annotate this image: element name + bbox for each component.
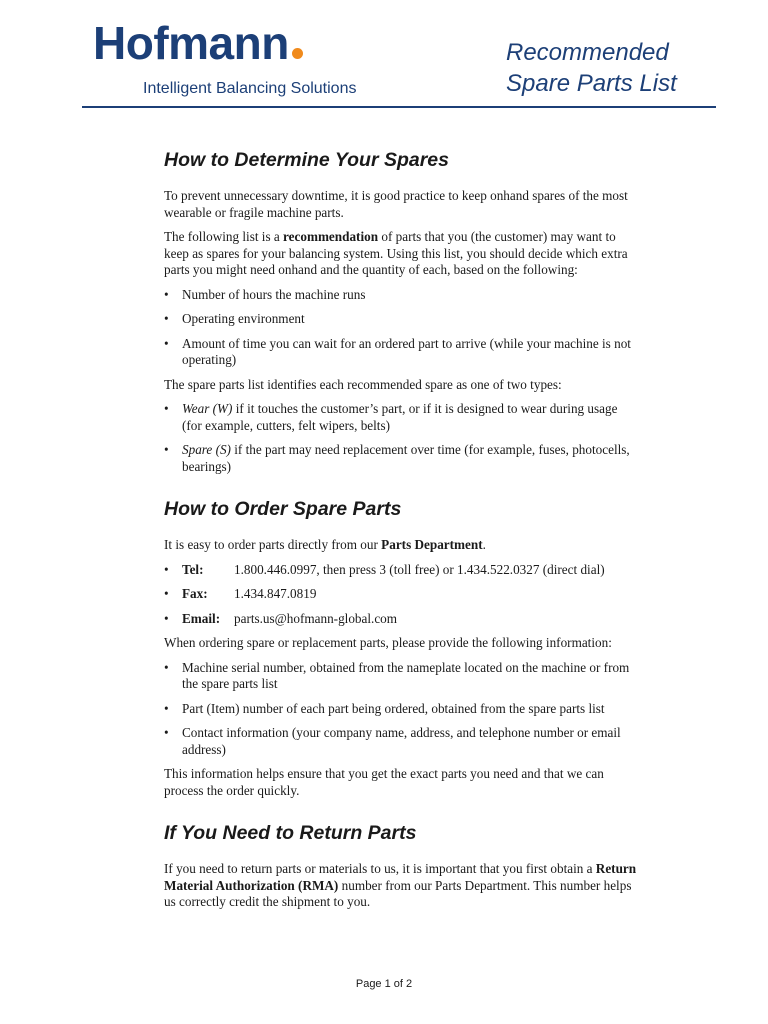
contact-value: parts.us@hofmann-global.com: [234, 610, 398, 626]
bullet-icon: •: [164, 725, 169, 740]
contact-item-tel: [164, 562, 639, 579]
list-item: [164, 660, 639, 693]
bullet-icon: •: [164, 659, 169, 675]
list-item-text: Operating environment: [182, 311, 305, 326]
text: The following list is a: [164, 229, 284, 244]
bold-text: Parts Department: [381, 537, 483, 552]
contact-item-fax: [164, 586, 639, 603]
text: If you need to return parts or materials to us, it is important that you first obtain a: [164, 861, 596, 876]
bullet-icon: •: [164, 286, 169, 302]
list-item: [164, 336, 639, 369]
bullet-icon: •: [164, 610, 169, 626]
contact-item-email: [164, 611, 639, 628]
page-number: Page 1 of 2: [355, 978, 413, 990]
section-heading: If You Need to Return Parts: [164, 822, 417, 844]
contact-value: 1.800.446.0997, then press 3 (toll free) or 1.434.522.0327 (direct dial): [234, 561, 605, 577]
contact-list: [164, 562, 639, 628]
paragraph: [164, 537, 639, 554]
section-heading: How to Determine Your Spares: [164, 149, 449, 171]
document-title: [506, 37, 677, 99]
list-item-text: Amount of time you can wait for an ordered part to arrive (while your machine is not operating): [182, 335, 631, 367]
text: number from our Parts Department. This number helps us correctly credit the shipment to you.: [164, 877, 632, 909]
list-item-text: Machine serial number, obtained from the nameplate located on the machine or from the spare parts list: [182, 659, 630, 691]
text: of parts that you (the customer) may want to keep as spares for your balancing system. Using this list, you should decide which extra parts you might need onhand and the quantity of each, based on the following:: [164, 229, 628, 277]
list-item: [164, 442, 639, 475]
text: It is easy to order parts directly from our: [164, 537, 382, 552]
paragraph: This information helps ensure that you get the exact parts you need and that we can process the order quickly.: [164, 766, 604, 798]
list-item: [164, 311, 639, 328]
list-item-text: Part (Item) number of each part being ordered, obtained from the spare parts list: [182, 700, 605, 716]
paragraph: [164, 861, 639, 911]
bullet-icon: •: [164, 311, 169, 326]
contact-label: Fax:: [182, 586, 208, 601]
list-item-text: Contact information (your company name, address, and telephone number or email address): [182, 725, 621, 757]
hofmann-logo: [93, 17, 303, 69]
factors-list: [164, 287, 639, 369]
list-item-text: Number of hours the machine runs: [182, 286, 366, 302]
text: .: [482, 537, 486, 552]
paragraph: To prevent unnecessary downtime, it is good practice to keep onhand spares of the most wearable or fragile machine parts.: [164, 188, 628, 220]
bullet-icon: •: [164, 335, 169, 351]
logo-text: Hofmann: [93, 17, 289, 69]
type-description: if it touches the customer’s part, or if it is designed to wear during usage (for example, cutters, felt wipers, belts): [182, 401, 618, 433]
list-item: [164, 401, 639, 434]
paragraph: The spare parts list identifies each recommended spare as one of two types:: [164, 376, 562, 392]
section-return-parts: [164, 821, 639, 911]
section-determine-spares: [164, 148, 639, 475]
type-term: Wear (W): [182, 401, 233, 416]
bullet-icon: •: [164, 401, 169, 416]
info-list: [164, 660, 639, 759]
bullet-icon: •: [164, 561, 169, 577]
logo-dot-icon: [292, 48, 303, 59]
bold-text: recommendation: [283, 229, 379, 244]
list-item: [164, 287, 639, 304]
paragraph: [164, 229, 639, 279]
document-title-line2: Spare Parts List: [506, 70, 677, 97]
bullet-icon: •: [164, 442, 169, 457]
section-order-parts: [164, 497, 639, 799]
contact-label: Tel:: [182, 561, 204, 577]
logo-tagline: Intelligent Balancing Solutions: [143, 80, 357, 97]
page-header: [0, 0, 768, 110]
header-divider: [82, 106, 716, 108]
contact-value: 1.434.847.0819: [234, 586, 317, 601]
bold-text: Return Material Authorization (RMA): [164, 861, 637, 893]
bullet-icon: •: [164, 700, 169, 716]
contact-label: Email:: [182, 610, 221, 626]
type-description: if the part may need replacement over time (for example, fuses, photocells, bearings): [182, 442, 630, 474]
list-item: [164, 701, 639, 718]
section-heading: How to Order Spare Parts: [164, 498, 402, 520]
type-term: Spare (S): [182, 442, 231, 457]
bullet-icon: •: [164, 586, 169, 601]
document-title-line1: Recommended: [506, 39, 669, 66]
paragraph: When ordering spare or replacement parts, please provide the following information:: [164, 635, 612, 650]
list-item: [164, 725, 639, 758]
document-body: [164, 148, 639, 933]
types-list: [164, 401, 639, 475]
